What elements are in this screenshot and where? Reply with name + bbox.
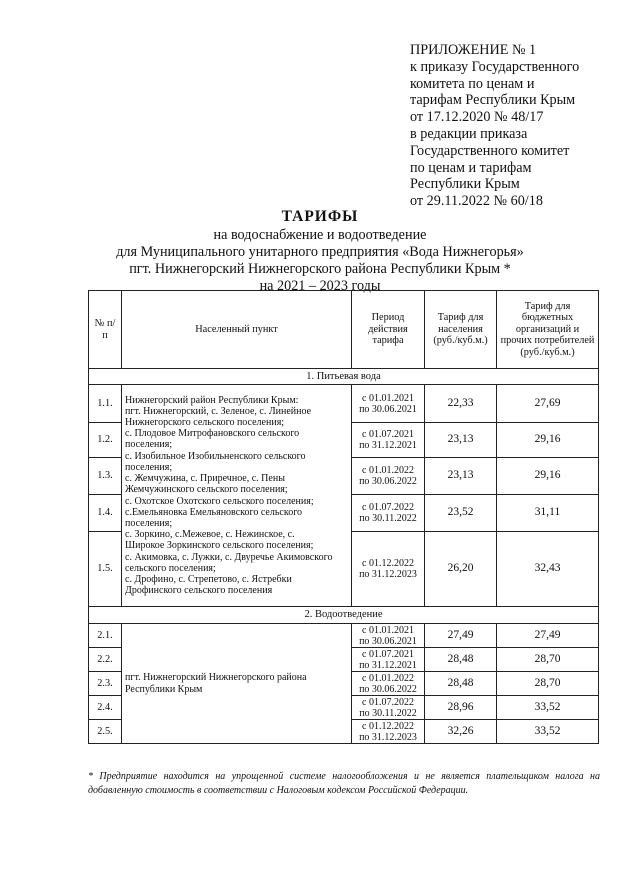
period-cell xyxy=(352,495,425,532)
header-population-tariff: Тариф для населения (руб./куб.м.) xyxy=(425,291,497,369)
budget-tariff: 28,70 xyxy=(497,672,599,696)
title-line: на водоснабжение и водоотведение xyxy=(213,227,427,243)
locality-line: с. Плодовое Митрофановского сельского xyxy=(125,428,300,440)
row-num: 2.3. xyxy=(89,672,122,696)
appendix-line: ПРИЛОЖЕНИЕ № 1 xyxy=(410,42,537,58)
budget-tariff: 33,52 xyxy=(497,720,599,744)
title-line: для Муниципального унитарного предприятия «Вода Нижнегорья» xyxy=(116,244,524,260)
period-cell xyxy=(352,672,425,696)
locality-line: поселения; xyxy=(125,439,173,451)
section-row xyxy=(89,607,599,624)
appendix-block xyxy=(410,42,632,210)
population-tariff: 28,48 xyxy=(425,672,497,696)
header-num: № п/п xyxy=(89,291,122,369)
period-to: по 30.06.2022 xyxy=(359,476,417,487)
row-num: 1.4. xyxy=(89,495,122,532)
population-tariff: 22,33 xyxy=(425,385,497,423)
period-from: с 01.01.2022 xyxy=(362,465,414,476)
period-from: с 01.12.2022 xyxy=(362,558,414,569)
locality-line: с.Емельяновка Емельяновского сельского xyxy=(125,506,303,518)
period-cell xyxy=(352,696,425,720)
budget-tariff: 27,69 xyxy=(497,385,599,423)
locality-line: сельского поселения; xyxy=(125,562,216,574)
locality-line: Нижнегорского сельского поселения; xyxy=(125,417,285,429)
water-locality-cell xyxy=(122,385,352,607)
appendix-line: комитета по ценам и xyxy=(410,75,535,92)
population-tariff: 32,26 xyxy=(425,720,497,744)
appendix-line: от 29.11.2022 № 60/18 xyxy=(410,193,543,210)
locality-line: с. Зоркино, с.Межевое, с. Нежинское, с. xyxy=(125,529,295,541)
budget-tariff: 28,70 xyxy=(497,648,599,672)
period-to: по 31.12.2021 xyxy=(359,659,417,671)
population-tariff: 26,20 xyxy=(425,532,497,607)
locality-line: с. Акимовка, с. Лужки, с. Двуречье Акимовского xyxy=(125,551,333,563)
row-num: 1.2. xyxy=(89,423,122,458)
header-locality: Населенный пункт xyxy=(122,291,352,369)
period-cell xyxy=(352,624,425,648)
appendix-line: Республики Крым xyxy=(410,176,520,193)
section-title-water: 1. Питьевая вода xyxy=(89,369,599,385)
population-tariff: 23,13 xyxy=(425,458,497,495)
sewer-locality-cell: пгт. Нижнегорский Нижнегорского района Республики Крым xyxy=(122,624,352,744)
locality-line: Широкое Зоркинского сельского поселения; xyxy=(125,540,314,552)
period-from: с 01.01.2022 xyxy=(362,672,414,684)
period-from: с 01.01.2021 xyxy=(362,392,414,404)
appendix-line: от 17.12.2020 № 48/17 xyxy=(410,109,544,126)
appendix-line: тарифам Республики Крым xyxy=(410,92,576,109)
locality-line: поселения; xyxy=(125,461,173,473)
locality-line: с. Жемчужина, с. Приречное, с. Пены xyxy=(125,473,285,485)
period-to: по 30.06.2022 xyxy=(359,683,417,695)
period-to: по 31.12.2023 xyxy=(359,569,417,580)
locality-line: с. Дрофино, с. Стрепетово, с. Ястребки xyxy=(125,573,292,585)
period-to: по 30.11.2022 xyxy=(359,707,417,719)
table-header-row xyxy=(89,291,599,369)
period-from: с 01.07.2021 xyxy=(362,648,414,660)
section-row xyxy=(89,369,599,385)
row-num: 2.2. xyxy=(89,648,122,672)
population-tariff: 27,49 xyxy=(425,624,497,648)
appendix-line: к приказу Государственного xyxy=(410,58,580,75)
tariff-table xyxy=(88,290,599,744)
period-cell xyxy=(352,385,425,423)
budget-tariff: 33,52 xyxy=(497,696,599,720)
budget-tariff: 31,11 xyxy=(497,495,599,532)
row-num: 2.1. xyxy=(89,624,122,648)
locality-line: Дрофинского сельского поселения xyxy=(125,585,273,597)
locality-line: Нижнегорский район Республики Крым: xyxy=(125,394,299,406)
locality-line: с. Изобильное Изобильненского сельского xyxy=(125,450,306,462)
footnote: * Предприятие находится на упрощенной системе налогообложения и не является плательщиком налога на добавленную стоимость в соответствии с Налоговым кодексом Российской Федерации. xyxy=(88,771,600,796)
period-cell xyxy=(352,423,425,458)
period-to: по 30.06.2021 xyxy=(359,403,417,415)
period-from: с 01.12.2022 xyxy=(362,720,414,732)
population-tariff: 28,48 xyxy=(425,648,497,672)
appendix-line: в редакции приказа xyxy=(410,125,528,142)
locality-line: с. Охотское Охотского сельского поселения; xyxy=(125,495,314,507)
locality-line: пгт. Нижнегорский, с. Зеленое, с. Линейное xyxy=(125,405,312,417)
row-num: 1.5. xyxy=(89,532,122,607)
period-to: по 31.12.2021 xyxy=(359,440,417,451)
locality-line: Жемчужинского сельского поселения; xyxy=(125,484,288,496)
population-tariff: 28,96 xyxy=(425,696,497,720)
budget-tariff: 27,49 xyxy=(497,624,599,648)
row-num: 2.5. xyxy=(89,720,122,744)
period-from: с 01.01.2021 xyxy=(362,624,414,636)
period-cell xyxy=(352,458,425,495)
period-from: с 01.07.2021 xyxy=(362,429,414,440)
header-period: Период действия тарифа xyxy=(352,291,425,369)
period-cell xyxy=(352,720,425,744)
period-cell xyxy=(352,532,425,607)
title-line: на 2021 – 2023 годы xyxy=(259,278,381,294)
title-heading: ТАРИФЫ xyxy=(281,208,359,225)
budget-tariff: 29,16 xyxy=(497,458,599,495)
period-to: по 30.11.2022 xyxy=(359,513,417,524)
row-num: 1.3. xyxy=(89,458,122,495)
period-from: с 01.07.2022 xyxy=(362,696,414,708)
section-title-sewer: 2. Водоотведение xyxy=(89,607,599,624)
locality-line: поселения; xyxy=(125,517,173,529)
table-row xyxy=(89,624,599,648)
table-row xyxy=(89,385,599,423)
period-to: по 30.06.2021 xyxy=(359,635,417,647)
document-title xyxy=(0,207,640,295)
budget-tariff: 32,43 xyxy=(497,532,599,607)
population-tariff: 23,52 xyxy=(425,495,497,532)
title-line: пгт. Нижнегорский Нижнегорского района Республики Крым * xyxy=(129,261,511,277)
period-cell xyxy=(352,648,425,672)
header-budget-tariff: Тариф для бюджетных организаций и прочих потребителей (руб./куб.м.) xyxy=(497,291,599,369)
row-num: 2.4. xyxy=(89,696,122,720)
row-num: 1.1. xyxy=(89,385,122,423)
period-to: по 31.12.2023 xyxy=(359,731,417,743)
population-tariff: 23,13 xyxy=(425,423,497,458)
budget-tariff: 29,16 xyxy=(497,423,599,458)
appendix-line: по ценам и тарифам xyxy=(410,159,532,176)
period-from: с 01.07.2022 xyxy=(362,502,414,513)
appendix-line: Государственного комитет xyxy=(410,142,570,159)
